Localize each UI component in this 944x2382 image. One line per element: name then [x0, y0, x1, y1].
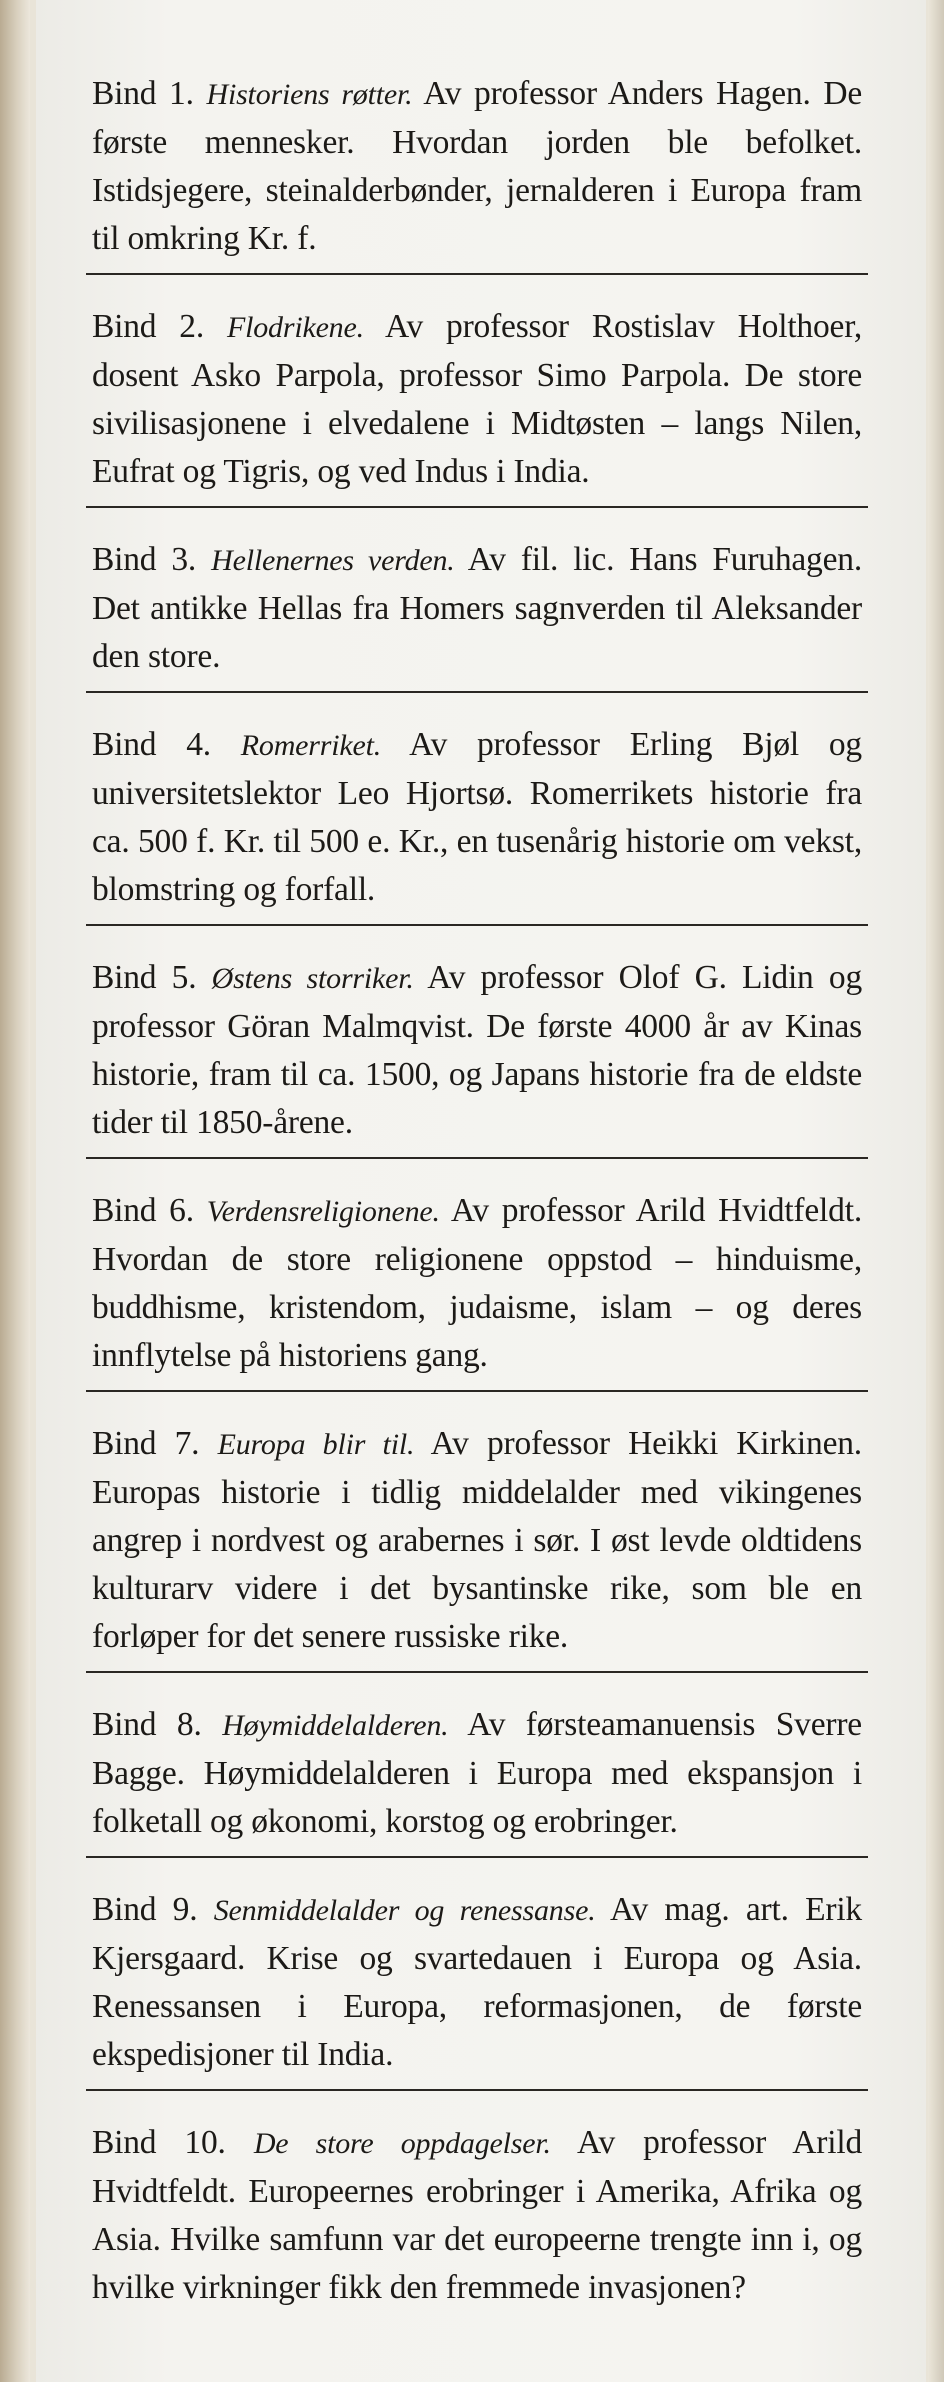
volume-title: Flodrikene.: [226, 311, 364, 344]
volume-title: Østens storriker.: [211, 962, 414, 995]
volume-list: [92, 70, 862, 2312]
volume-label: Bind 5.: [92, 959, 197, 996]
volume-label: Bind 6.: [92, 1192, 194, 1229]
volume-title: Historiens røtter.: [206, 78, 413, 111]
volume-entry-5: [92, 954, 862, 1159]
volume-description: Av professor Rostislav Holthoer, dosent Asko Parpola, professor Simo Parpola. De store sivilisasjonene i elvedalene i Midtøsten – langs Nilen, Eufrat og Tigris, og ved Indus i India.: [92, 308, 862, 490]
volume-entry-10: [92, 2119, 862, 2312]
divider-rule: [86, 1157, 868, 1159]
volume-description: Av professor Arild Hvidtfeldt. Hvordan de store religionene oppstod – hinduisme, buddhisme, kristendom, judaisme, islam – og deres innflytelse på historiens gang.: [92, 1192, 862, 1374]
volume-entry-2: [92, 303, 862, 508]
divider-rule: [86, 924, 868, 926]
volume-label: Bind 9.: [92, 1891, 198, 1928]
volume-description: Av professor Olof G. Lidin og professor Göran Malmqvist. De første 4000 år av Kinas historie, fram til ca. 1500, og Japans historie fra de eldste tider til 1850-årene.: [92, 959, 862, 1141]
volume-title: Romerriket.: [240, 729, 382, 762]
volume-title: Verdensreligionene.: [206, 1195, 440, 1228]
divider-rule: [86, 273, 868, 275]
volume-title: Europa blir til.: [217, 1428, 415, 1461]
volume-entry-6: [92, 1187, 862, 1392]
catalog-page: [36, 0, 926, 2382]
volume-entry-8: [92, 1701, 862, 1858]
volume-title: De store oppdagelser.: [253, 2127, 551, 2160]
book-spine-edge: [0, 0, 30, 2382]
volume-title: Senmiddelalder og renessanse.: [213, 1894, 596, 1927]
volume-description: Av fil. lic. Hans Furuhagen. Det antikke Hellas fra Homers sagnverden til Aleksander den store.: [92, 541, 862, 675]
divider-rule: [86, 691, 868, 693]
volume-description: Av professor Heikki Kirkinen. Europas historie i tidlig middelalder med vikingenes angrep i nordvest og arabernes i sør. I øst levde oldtidens kulturarv videre i det bysantinske rike, som ble en forløper for det senere russiske rike.: [92, 1425, 862, 1655]
volume-label: Bind 7.: [92, 1425, 200, 1462]
divider-rule: [86, 1856, 868, 1858]
volume-description: Av førsteamanuensis Sverre Bagge. Høymiddelalderen i Europa med ekspansjon i folketall og økonomi, korstog og erobringer.: [92, 1706, 862, 1840]
volume-label: Bind 10.: [92, 2124, 226, 2161]
page-right-edge: [928, 0, 944, 2382]
volume-title: Hellenernes verden.: [211, 544, 455, 577]
divider-rule: [86, 2089, 868, 2091]
divider-rule: [86, 506, 868, 508]
volume-entry-3: [92, 536, 862, 693]
volume-label: Bind 2.: [92, 308, 205, 345]
volume-label: Bind 3.: [92, 541, 197, 578]
volume-description: Av professor Anders Hagen. De første mennesker. Hvordan jorden ble befolket. Istidsjegere, steinalderbønder, jernalderen i Europa fram til omkring Kr. f.: [92, 75, 862, 257]
volume-label: Bind 1.: [92, 75, 194, 112]
volume-title: Høymiddelalderen.: [222, 1709, 449, 1742]
volume-entry-1: [92, 70, 862, 275]
volume-entry-7: [92, 1420, 862, 1673]
volume-entry-4: [92, 721, 862, 926]
divider-rule: [86, 1390, 868, 1392]
divider-rule: [86, 1671, 868, 1673]
volume-label: Bind 4.: [92, 726, 211, 763]
volume-description: Av professor Arild Hvidtfeldt. Europeernes erobringer i Amerika, Afrika og Asia. Hvilke samfunn var det europeerne trengte inn i, og hvilke virkninger fikk den fremmede invasjonen?: [92, 2124, 862, 2306]
volume-label: Bind 8.: [92, 1706, 202, 1743]
volume-description: Av professor Erling Bjøl og universitetslektor Leo Hjortsø. Romerrikets historie fra ca. 500 f. Kr. til 500 e. Kr., en tusenårig historie om vekst, blomstring og forfall.: [92, 726, 862, 908]
volume-description: Av mag. art. Erik Kjersgaard. Krise og svartedauen i Europa og Asia. Renessansen i Europa, reformasjonen, de første ekspedisjoner til India.: [92, 1891, 862, 2073]
volume-entry-9: [92, 1886, 862, 2091]
